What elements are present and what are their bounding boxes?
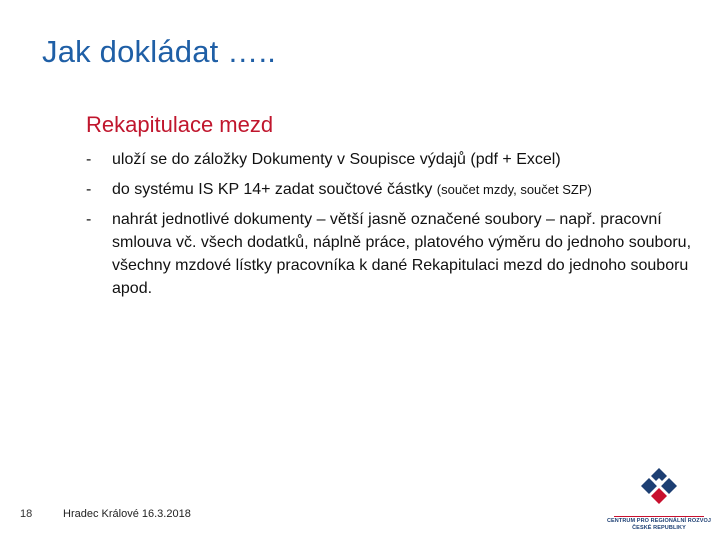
crr-logo xyxy=(600,466,718,538)
bullet-marker: - xyxy=(86,181,92,198)
page-number: 18 xyxy=(20,508,33,520)
logo-divider xyxy=(614,516,704,517)
bullet-item xyxy=(86,148,696,171)
bullet-marker: - xyxy=(86,211,92,228)
bullet-list xyxy=(86,148,696,307)
crr-logo-icon xyxy=(638,466,680,512)
bullet-item xyxy=(86,178,696,201)
footer-location-date: Hradec Králové 16.3.2018 xyxy=(63,508,191,520)
bullet-marker: - xyxy=(86,151,92,168)
slide-subtitle: Rekapitulace mezd xyxy=(86,112,274,137)
logo-line-2: ČESKÉ REPUBLIKY xyxy=(632,525,686,531)
bullet-note: (součet mzdy, součet SZP) xyxy=(436,182,592,197)
bullet-text: nahrát jednotlivé dokumenty – větší jasně označené soubory – např. pracovní smlouva vč. všech dodatků, náplně práce, platového výměru do jednoho souboru, všechny mzdové lístky pracovníka k dané Rekapitulaci mezd do jednoho souboru apod. xyxy=(112,211,692,297)
logo-line-1: CENTRUM PRO REGIONÁLNÍ ROZVOJ xyxy=(606,518,712,524)
bullet-text: do systému IS KP 14+ zadat součtové částky xyxy=(112,181,437,198)
bullet-text: uloží se do záložky Dokumenty v Soupisce výdajů (pdf + Excel) xyxy=(112,151,561,168)
slide-title: Jak dokládat ….. xyxy=(42,34,277,69)
logo-text xyxy=(600,518,718,532)
bullet-item xyxy=(86,208,696,300)
